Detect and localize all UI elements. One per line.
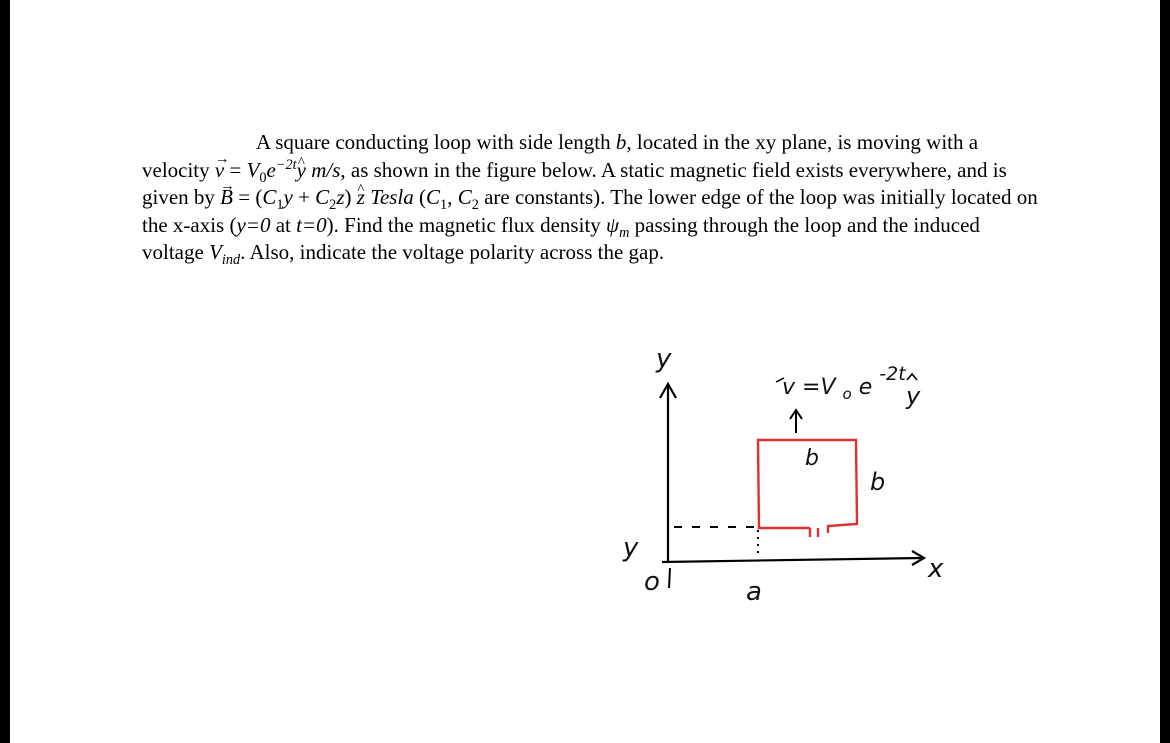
y-axis-label: y [656,344,672,374]
math-z-hat: ^ z [357,184,365,212]
math-c1-subscript: 1 [276,197,284,214]
math-units: m/s [305,157,341,182]
velocity-sub: o [842,385,852,403]
side-right-label: b [870,468,886,496]
text-segment: passing through the loop and the induced voltage [142,212,980,264]
math-vind-subscript: ind [221,252,241,269]
text-segment: are constants). The lower edge of the loop was initially located on the x-axis ( [142,185,1038,237]
math-c1: C [426,185,441,209]
x-axis-label: x [928,554,944,584]
math-psi: ψ [606,212,620,237]
text-segment: , [447,185,458,209]
math-exponent: −2t [275,156,297,173]
math-c1: C [262,185,277,209]
math-t-zero: t=0 [296,212,327,237]
math-b: b [615,130,627,154]
velocity-direction-hat [907,374,917,380]
document-page [10,0,1160,743]
text-segment: + [292,185,316,209]
math-c2: C [457,185,472,209]
velocity-v: v [782,375,796,400]
text-segment: A square conducting loop with side length [256,130,616,154]
math-v0: V [246,157,260,182]
math-c2-subscript: 2 [471,197,479,214]
velocity-e: e [858,375,873,400]
math-b-vector: → B [220,184,233,212]
text-segment: , as shown in the figure below. A static magnetic field exists everywhere, and is given by [142,157,1007,209]
a-label: a [746,577,762,607]
math-y: y [283,185,293,209]
math-vind: V [209,240,222,264]
text-segment: = [224,157,247,182]
x-axis-line [662,558,922,562]
origin-label: o [644,567,660,597]
velocity-direction: y [906,382,921,410]
text-segment: ( [413,185,427,209]
math-psi-subscript: m [619,224,630,241]
text-segment: . Also, indicate the voltage polarity across the gap. [240,240,665,264]
math-c2: C [315,185,330,209]
origin-tick [669,568,670,588]
math-e: e [266,157,276,182]
text-segment: , located in the xy plane, is moving with a velocity [142,130,979,182]
text-segment: = ( [232,185,263,209]
math-c2-subscript: 2 [329,197,337,214]
velocity-exp: -2t [879,363,906,385]
text-segment: ) [344,185,357,209]
math-y-hat: ^ y [297,157,306,185]
math-tesla: Tesla [364,185,414,209]
text-segment: at [270,212,297,237]
text-segment: ). Find the magnetic flux density [326,212,607,237]
math-y-zero: y=0 [236,212,271,237]
velocity-expression [782,363,907,405]
velocity-eq: =V [802,375,836,400]
math-velocity-vector: → v [215,157,224,185]
side-top-label: b [805,446,819,471]
math-v0-subscript: 0 [259,169,267,186]
y-level-label: y [623,533,639,563]
math-c1-subscript: 1 [440,197,448,214]
math-z: z [336,185,345,209]
loop-figure [10,0,1160,743]
